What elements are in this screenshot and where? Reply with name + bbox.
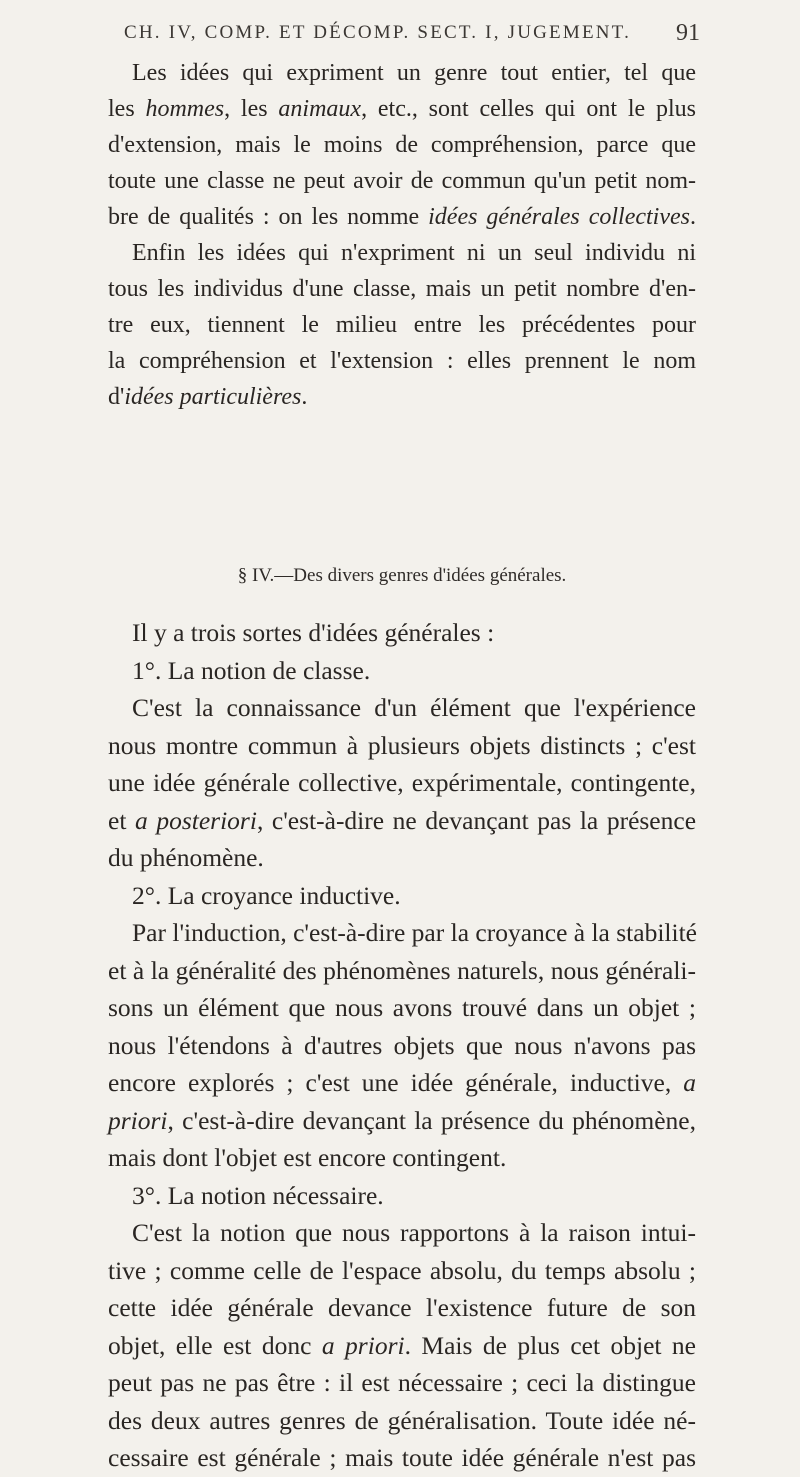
text-line bbox=[108, 802, 696, 840]
running-title: CH. IV, COMP. ET DÉCOMP. SECT. I, JUGEMENT. bbox=[124, 22, 632, 43]
text-line bbox=[108, 379, 696, 415]
text-line: tive ; comme celle de l'espace absolu, du temps absolu ; bbox=[108, 1255, 696, 1285]
section-intro: Il y a trois sortes d'idées générales : bbox=[132, 618, 495, 647]
text-line bbox=[108, 1102, 696, 1140]
paragraph-general-ideas bbox=[108, 55, 696, 235]
text-line: mais dont l'objet est encore contingent. bbox=[108, 1143, 507, 1172]
text-line: C'est la notion que nous rapportons à la raison intui- bbox=[132, 1218, 696, 1247]
italic-term: idées générales collectives bbox=[428, 204, 690, 230]
text-line: tre eux, tiennent le milieu entre les précédentes pour bbox=[108, 312, 696, 338]
section-heading: § IV.—Des divers genres d'idées générales. bbox=[237, 565, 567, 586]
text-run: . Mais de plus cet objet ne bbox=[404, 1330, 696, 1360]
text-run: encore explorés ; c'est une idée générale, inductive, bbox=[108, 1068, 684, 1097]
section-body bbox=[108, 614, 696, 1477]
text-line bbox=[108, 1064, 696, 1102]
item-title: 3°. La notion nécessaire. bbox=[132, 1180, 384, 1210]
text-line: du phénomène. bbox=[108, 843, 264, 872]
page-number: 91 bbox=[676, 20, 700, 46]
text-line: une idée générale collective, expérimentale, contingente, bbox=[108, 768, 696, 797]
text-run: , c'est-à-dire devançant la présence du phénomène, bbox=[167, 1105, 696, 1135]
text-run: d' bbox=[108, 384, 125, 410]
text-line: d'extension, mais le moins de compréhension, parce que bbox=[108, 132, 696, 158]
text-line: peut pas ne pas être : il est nécessaire ; ceci la distingue bbox=[108, 1368, 696, 1397]
paragraph-particular-ideas bbox=[108, 235, 696, 415]
text-line: C'est la connaissance d'un élément que l'expérience bbox=[132, 693, 696, 722]
text-line: sons un élément que nous avons trouvé dans un objet ; bbox=[108, 993, 696, 1022]
text-run: bre de qualités : on les nomme bbox=[108, 204, 429, 230]
text-line bbox=[108, 1327, 696, 1365]
text-line: nous montre commun à plusieurs objets distincts ; c'est bbox=[108, 730, 696, 760]
item-title: 2°. La croyance inductive. bbox=[132, 880, 401, 910]
text-line: Par l'induction, c'est-à-dire par la croyance à la stabilité bbox=[132, 918, 697, 947]
text-line: et à la généralité des phénomènes naturels, nous générali- bbox=[108, 955, 696, 985]
text-line: cessaire est générale ; mais toute idée générale n'est pas bbox=[108, 1443, 696, 1472]
text-run: objet, elle est donc bbox=[108, 1330, 322, 1360]
text-run: . bbox=[301, 384, 308, 410]
text-line: des deux autres genres de généralisation. Toute idée né- bbox=[108, 1405, 696, 1435]
text-line: nous l'étendons à d'autres objets que nous n'avons pas bbox=[108, 1030, 696, 1060]
text-run: , les bbox=[224, 96, 279, 122]
text-line: la compréhension et l'extension : elles prennent le nom bbox=[108, 348, 696, 374]
text-run: et bbox=[108, 805, 135, 835]
text-run: , etc., sont celles qui ont le plus bbox=[361, 96, 696, 122]
italic-term: hommes bbox=[145, 96, 225, 122]
italic-term: a posteriori bbox=[135, 805, 257, 835]
running-head bbox=[100, 12, 700, 52]
text-line bbox=[108, 91, 696, 127]
italic-term: idées particulières bbox=[124, 384, 302, 410]
italic-term: priori bbox=[108, 1105, 168, 1135]
text-run: . bbox=[690, 204, 696, 230]
text-line: Enfin les idées qui n'expriment ni un seul individu ni bbox=[132, 240, 696, 266]
text-line: cette idée générale devance l'existence future de son bbox=[108, 1293, 696, 1322]
italic-term: a priori bbox=[321, 1330, 405, 1360]
text-line: Les idées qui expriment un genre tout entier, tel que bbox=[132, 60, 696, 86]
italic-term: animaux bbox=[278, 96, 362, 122]
item-title: 1°. La notion de classe. bbox=[132, 655, 371, 685]
text-line bbox=[108, 199, 696, 235]
text-run: les bbox=[108, 96, 146, 122]
text-line: toute une classe ne peut avoir de commun qu'un petit nom- bbox=[108, 168, 696, 194]
text-run: , c'est-à-dire ne devançant pas la présence bbox=[256, 805, 697, 835]
text-line: tous les individus d'une classe, mais un petit nombre d'en- bbox=[108, 276, 696, 302]
italic-term: a bbox=[683, 1068, 696, 1097]
